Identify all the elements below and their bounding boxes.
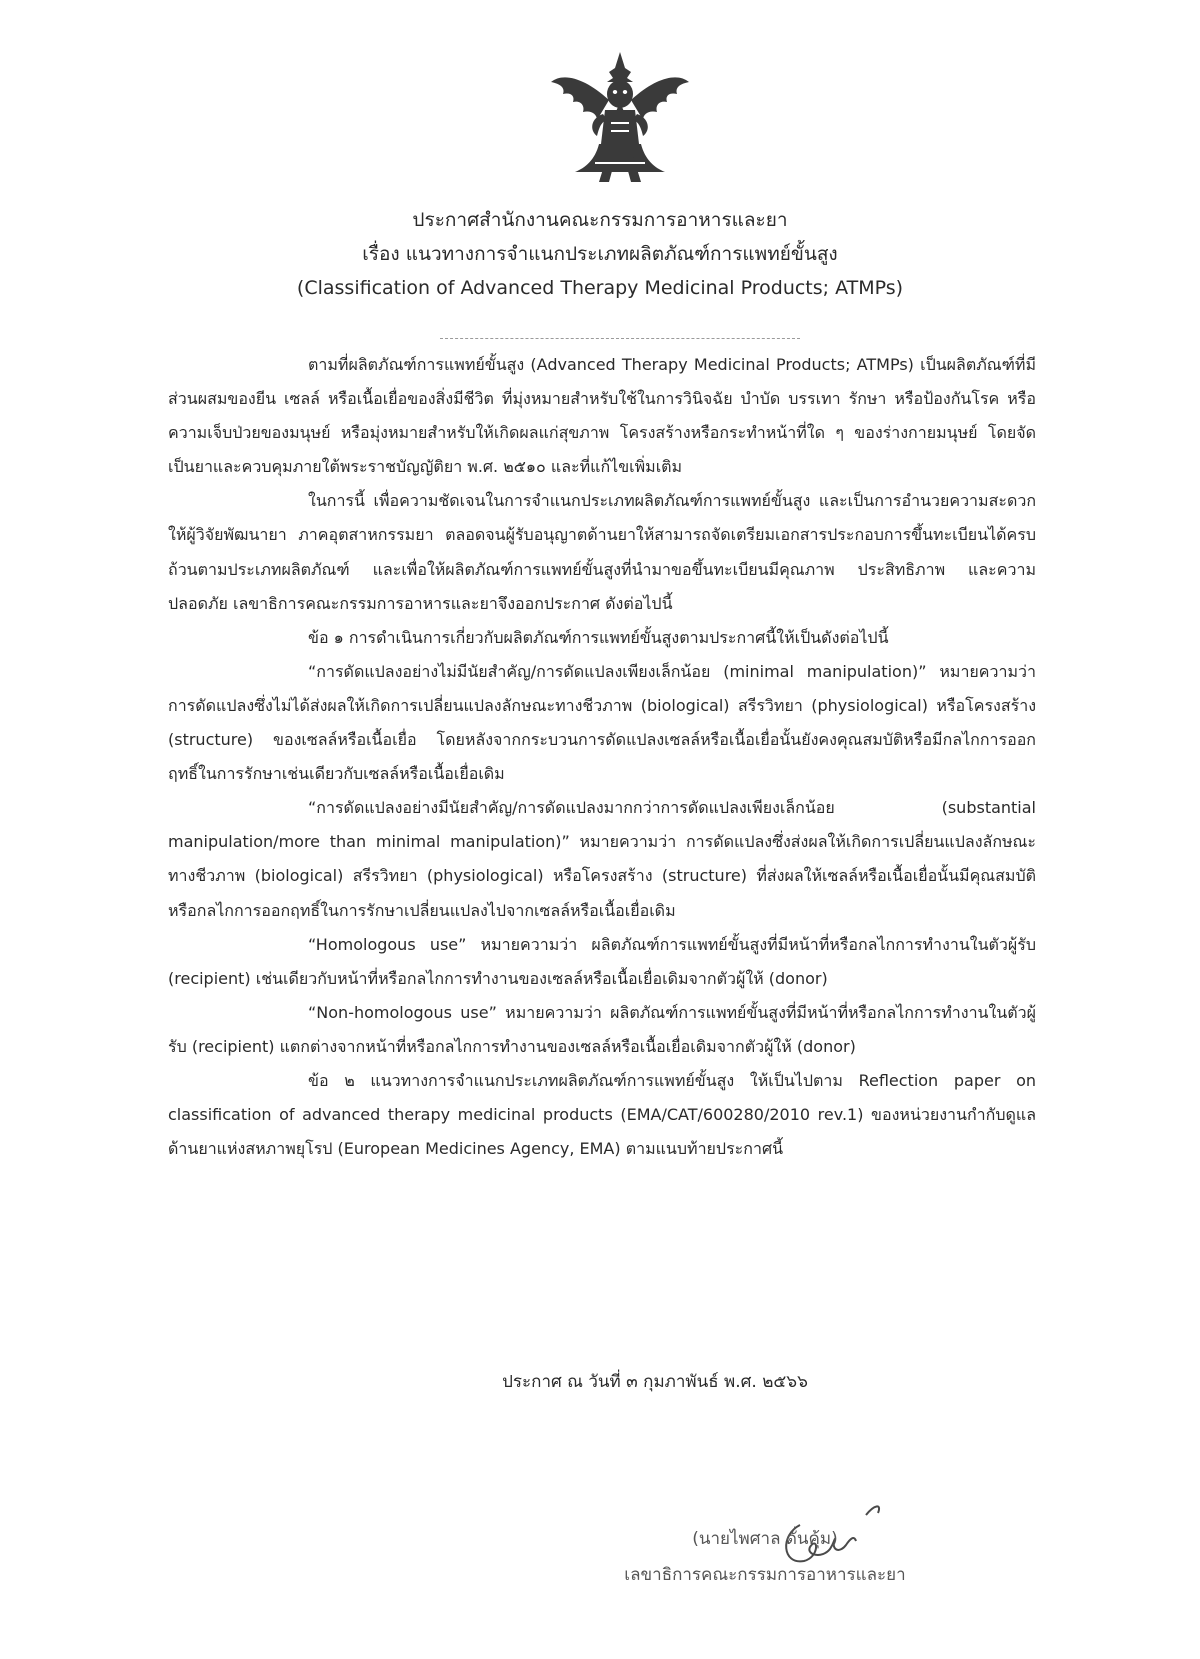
announcement-subject: เรื่อง แนวทางการจำแนกประเภทผลิตภัณฑ์การแพทย์ขั้นสูง: [362, 243, 838, 265]
definition-minimal-manipulation: “การดัดแปลงอย่างไม่มีนัยสำคัญ/การดัดแปลงเพียงเล็กน้อย (minimal manipulation)” หมายความว่า การดัดแปลงซึ่งไม่ได้ส่งผลให้เกิดการเปลี่ยนแปลงลักษณะทางชีวภาพ (biological) สรีรวิทยา (physiological) หรือโครงสร้าง (structure) ของเซลล์หรือเนื้อเยื่อ โดยหลังจากกระบวนการดัดแปลงเซลล์หรือเนื้อเยื่อนั้นยังคงคุณสมบัติหรือมีกลไกการออกฤทธิ์ในการรักษาเช่นเดียวกับเซลล์หรือเนื้อเยื่อเดิม: [168, 661, 1036, 784]
definition-non-homologous-use: “Non-homologous use” หมายความว่า ผลิตภัณฑ์การแพทย์ขั้นสูงที่มีหน้าที่หรือกลไกการทำงานในตัวผู้รับ (recipient) แตกต่างจากหน้าที่หรือกลไกการทำงานของเซลล์หรือเนื้อเยื่อเดิมจากตัวผู้ให้ (donor): [168, 1002, 1036, 1056]
announcement-date: ประกาศ ณ วันที่ ๓ กุมภาพันธ์ พ.ศ. ๒๕๖๖: [502, 1372, 808, 1392]
clause-1-heading: ข้อ ๑ การดำเนินการเกี่ยวกับผลิตภัณฑ์การแพทย์ขั้นสูงตามประกาศนี้ให้เป็นดังต่อไปนี้: [308, 627, 889, 647]
garuda-emblem-icon: [545, 48, 695, 188]
announcement-subject-english: (Classification of Advanced Therapy Medicinal Products; ATMPs): [296, 277, 904, 299]
paragraph-background: ตามที่ผลิตภัณฑ์การแพทย์ขั้นสูง (Advanced Therapy Medicinal Products; ATMPs) เป็นผลิตภัณฑ์ที่มีส่วนผสมของยีน เซลล์ หรือเนื้อเยื่อของสิ่งมีชีวิต ที่มุ่งหมายสำหรับใช้ในการวินิจฉัย บำบัด บรรเทา รักษา หรือป้องกันโรค หรือความเจ็บป่วยของมนุษย์ หรือมุ่งหมายสำหรับให้เกิดผลแก่สุขภาพ โครงสร้างหรือกระทำหน้าที่ใด ๆ ของร่างกายมนุษย์ โดยจัดเป็นยาและควบคุมภายใต้พระราชบัญญัติยา พ.ศ. ๒๕๑๐ และที่แก้ไขเพิ่มเติม: [168, 355, 1036, 477]
signer-name: (นายไพศาล ดั่นคุ้ม): [692, 1529, 838, 1549]
paragraph-purpose: ในการนี้ เพื่อความชัดเจนในการจำแนกประเภทผลิตภัณฑ์การแพทย์ขั้นสูง และเป็นการอำนวยความสะดวกให้ผู้วิจัยพัฒนายา ภาคอุตสาหกรรมยา ตลอดจนผู้รับอนุญาตด้านยาให้สามารถจัดเตรียมเอกสารประกอบการขึ้นทะเบียนได้ครบถ้วนตามประเภทผลิตภัณฑ์ และเพื่อให้ผลิตภัณฑ์การแพทย์ขั้นสูงที่นำมาขอขึ้นทะเบียนมีคุณภาพ ประสิทธิภาพ และความปลอดภัย เลขาธิการคณะกรรมการอาหารและยาจึงออกประกาศ ดังต่อไปนี้: [168, 491, 1036, 613]
announcement-title: ประกาศสำนักงานคณะกรรมการอาหารและยา: [412, 209, 788, 231]
definition-substantial-manipulation: “การดัดแปลงอย่างมีนัยสำคัญ/การดัดแปลงมากกว่าการดัดแปลงเพียงเล็กน้อย (substantial manipulation/more than minimal manipulation)” หมายความว่า การดัดแปลงซึ่งส่งผลให้เกิดการเปลี่ยนแปลงลักษณะทางชีวภาพ (biological) สรีรวิทยา (physiological) หรือโครงสร้าง (structure) ที่ส่งผลให้เซลล์หรือเนื้อเยื่อนั้นมีคุณสมบัติหรือกลไกการออกฤทธิ์ในการรักษาเปลี่ยนแปลงไปจากเซลล์หรือเนื้อเยื่อเดิม: [168, 798, 1036, 920]
clause-2: ข้อ ๒ แนวทางการจำแนกประเภทผลิตภัณฑ์การแพทย์ขั้นสูง ให้เป็นไปตาม Reflection paper on classification of advanced therapy medicinal products (EMA/CAT/600280/2010 rev.1) ของหน่วยงานกำกับดูแลด้านยาแห่งสหภาพยุโรป (European Medicines Agency, EMA) ตามแนบท้ายประกาศนี้: [168, 1070, 1036, 1159]
title-divider: [440, 338, 800, 339]
signer-title: เลขาธิการคณะกรรมการอาหารและยา: [624, 1565, 906, 1585]
definition-homologous-use: “Homologous use” หมายความว่า ผลิตภัณฑ์การแพทย์ขั้นสูงที่มีหน้าที่หรือกลไกการทำงานในตัวผู้รับ (recipient) เช่นเดียวกับหน้าที่หรือกลไกการทำงานของเซลล์หรือเนื้อเยื่อเดิมจากตัวผู้ให้ (donor): [168, 934, 1036, 988]
announcement-body: [168, 348, 1036, 1166]
